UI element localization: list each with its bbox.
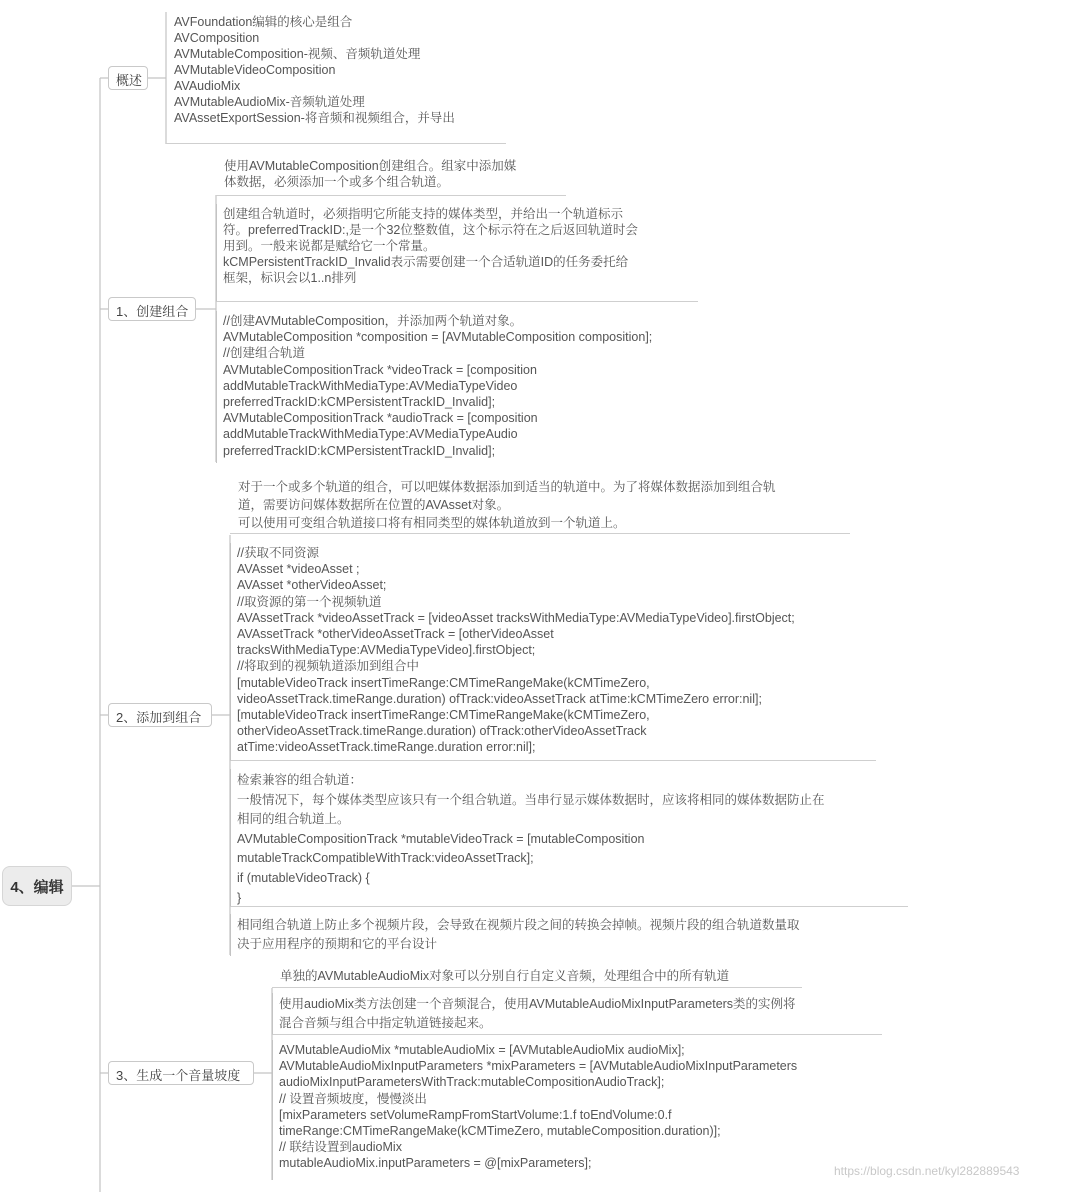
watermark: https://blog.csdn.net/kyl282889543 xyxy=(834,1164,1020,1178)
topic-overview[interactable] xyxy=(108,66,148,90)
ramp-note-2: 使用audioMix类方法创建一个音频混合，使用AVMutableAudioMixInputParameters类的实例将 混合音频与组合中指定轨道链接起来。 xyxy=(272,993,882,1035)
add-code: //获取不同资源 AVAsset *videoAsset ; AVAsset *otherVideoAsset; //取资源的第一个视频轨道 AVAssetTrack *videoAssetTrack = [videoAsset tracksWithMediaType:AVMediaTypeVideo].firstObject; AVAssetTrack *otherVideoAssetTrack = [otherVideoAsset tracksWithMediaType:AVMediaTypeVideo].firstObject; //将取到的视频轨道添加到组合中 [mutableVideoTrack insertTimeRange:CMTimeRangeMake(kCMTimeZero, videoAssetTrack.timeRange.duration) ofTrack:videoAssetTrack atTime:kCMTimeZero error:nil]; [mutableVideoTrack insertTimeRange:CMTimeRangeMake(kCMTimeZero, otherVideoAssetTrack.timeRange.duration) ofTrack:otherVideoAssetTrack atTime:videoAssetTrack.timeRange.duration error:nil]; xyxy=(230,543,876,761)
topic-create-composition[interactable] xyxy=(108,297,196,321)
topic-add-to-composition[interactable] xyxy=(108,703,212,727)
add-note-2: 检索兼容的组合轨道： 一般情况下，每个媒体类型应该只有一个组合轨道。当串行显示媒体数据时，应该将相同的媒体数据防止在 相同的组合轨道上。 AVMutableCompositionTrack *mutableVideoTrack = [mutableComposition mutableTrackCompatibleWithTrack:videoAssetTrack]; if (mutableVideoTrack) { } xyxy=(230,769,908,907)
ramp-note-1: 单独的AVMutableAudioMix对象可以分别自行自定义音频，处理组合中的所有轨道 xyxy=(272,966,802,988)
topic-label: 1、创建组合 xyxy=(116,304,189,319)
overview-list: AVFoundation编辑的核心是组合 AVComposition AVMutableComposition-视频、音频轨道处理 AVMutableVideoComposition AVAudioMix AVMutableAudioMix-音频轨道处理 AVAssetExportSession-将音频和视频组合，并导出 xyxy=(166,12,506,144)
create-note-1: 使用AVMutableComposition创建组合。组家中添加媒 体数据，必须添加一个或多个组合轨道。 xyxy=(216,156,566,196)
add-note-3: 相同组合轨道上防止多个视频片段，会导致在视频片段之间的转换会掉帧。视频片段的组合轨道数量取 决于应用程序的预期和它的平台设计 xyxy=(230,914,880,956)
topic-label: 3、生成一个音量坡度 xyxy=(116,1068,241,1083)
topic-label: 2、添加到组合 xyxy=(116,710,202,725)
topic-volume-ramp[interactable] xyxy=(108,1061,254,1085)
create-note-2: 创建组合轨道时，必须指明它所能支持的媒体类型，并给出一个轨道标示 符。preferredTrackID:,是一个32位整数值，这个标示符在之后返回轨道时会 用到。一般来说都是赋给它一个常量。 kCMPersistentTrackID_Invalid表示需要创建一个合适轨道ID的任务委托给 框架，标识会以1..n排列 xyxy=(216,204,698,302)
add-note-1: 对于一个或多个轨道的组合，可以吧媒体数据添加到适当的轨道中。为了将媒体数据添加到组合轨 道，需要访问媒体数据所在位置的AVAsset对象。 可以使用可变组合轨道接口将有相同类型的媒体轨道放到一个轨道上。 xyxy=(230,476,850,534)
ramp-code: AVMutableAudioMix *mutableAudioMix = [AVMutableAudioMix audioMix]; AVMutableAudioMixInputParameters *mixParameters = [AVMutableAudioMixInputParameters audioMixInputParametersWithTrack:mutableCompositionAudioTrack]; // 设置音频坡度，慢慢淡出 [mixParameters setVolumeRampFromStartVolume:1.f toEndVolume:0.f timeRange:CMTimeRangeMake(kCMTimeZero, mutableComposition.duration)]; // 联结设置到audioMix mutableAudioMix.inputParameters = @[mixParameters]; xyxy=(272,1040,876,1180)
root-node[interactable] xyxy=(2,866,72,906)
create-code: //创建AVMutableComposition，并添加两个轨道对象。 AVMutableComposition *composition = [AVMutableComposition composition]; //创建组合轨道 AVMutableCompositionTrack *videoTrack = [composition addMutableTrackWithMediaType:AVMediaTypeVideo preferredTrackID:kCMPersistentTrackID_Invalid]; AVMutableCompositionTrack *audioTrack = [composition addMutableTrackWithMediaType:AVMediaTypeAudio preferredTrackID:kCMPersistentTrackID_Invalid]; xyxy=(216,311,714,463)
topic-label: 概述 xyxy=(116,73,143,88)
root-node-label: 4、编辑 xyxy=(10,878,64,896)
